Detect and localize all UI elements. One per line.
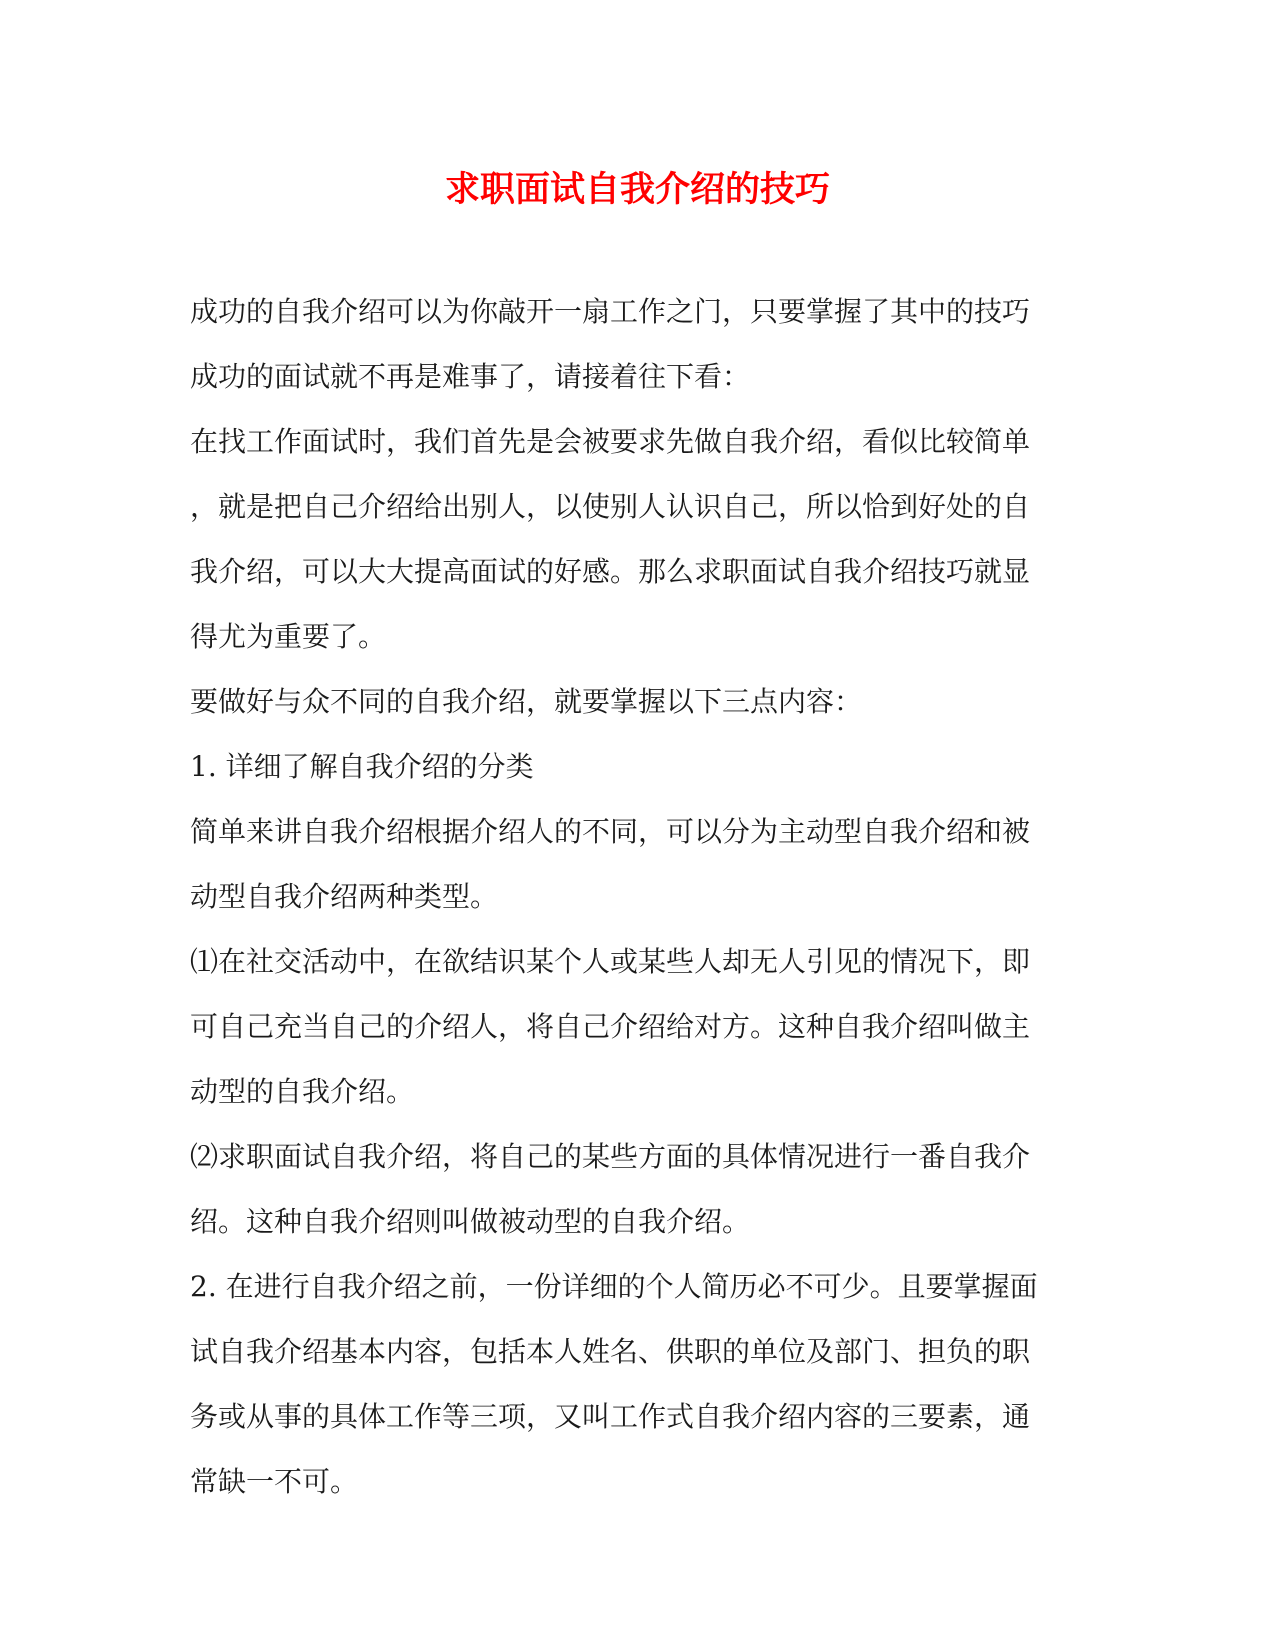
text-line: 可自己充当自己的介绍人，将自己介绍给对方。这种自我介绍叫做主: [190, 1010, 1031, 1043]
text-line: 动型的自我介绍。: [190, 1075, 415, 1108]
text-line: ，就是把自己介绍给出别人，以使别人认识自己，所以恰到好处的自: [190, 490, 1031, 523]
text-line: 要做好与众不同的自我介绍，就要掌握以下三点内容：: [190, 685, 863, 718]
document-body: [190, 279, 1100, 1514]
text-line: 试自我介绍基本内容，包括本人姓名、供职的单位及部门、担负的职: [190, 1335, 1031, 1368]
text-line: 成功的自我介绍可以为你敲开一扇工作之门，只要掌握了其中的技巧: [190, 295, 1031, 328]
document-title: 求职面试自我介绍的技巧: [444, 169, 830, 210]
text-line: 成功的面试就不再是难事了，请接着往下看：: [190, 360, 751, 393]
text-line: ⑵求职面试自我介绍，将自己的某些方面的具体情况进行一番自我介: [190, 1140, 1031, 1173]
text-line: ⑴在社交活动中，在欲结识某个人或某些人却无人引见的情况下，即: [190, 945, 1031, 978]
text-line: 务或从事的具体工作等三项，又叫工作式自我介绍内容的三要素，通: [190, 1400, 1031, 1433]
section-heading-1: 1. 详细了解自我介绍的分类: [190, 750, 534, 783]
section-heading-2: 2. 在进行自我介绍之前，一份详细的个人简历必不可少。且要掌握面: [190, 1270, 1038, 1303]
text-line: 简单来讲自我介绍根据介绍人的不同，可以分为主动型自我介绍和被: [190, 815, 1031, 848]
text-line: 得尤为重要了。: [190, 620, 387, 653]
text-line: 绍。这种自我介绍则叫做被动型的自我介绍。: [190, 1205, 751, 1238]
text-line: 在找工作面试时，我们首先是会被要求先做自我介绍，看似比较简单: [190, 425, 1031, 458]
text-line: 我介绍，可以大大提高面试的好感。那么求职面试自我介绍技巧就显: [190, 555, 1031, 588]
text-line: 常缺一不可。: [190, 1465, 359, 1498]
text-line: 动型自我介绍两种类型。: [190, 880, 499, 913]
